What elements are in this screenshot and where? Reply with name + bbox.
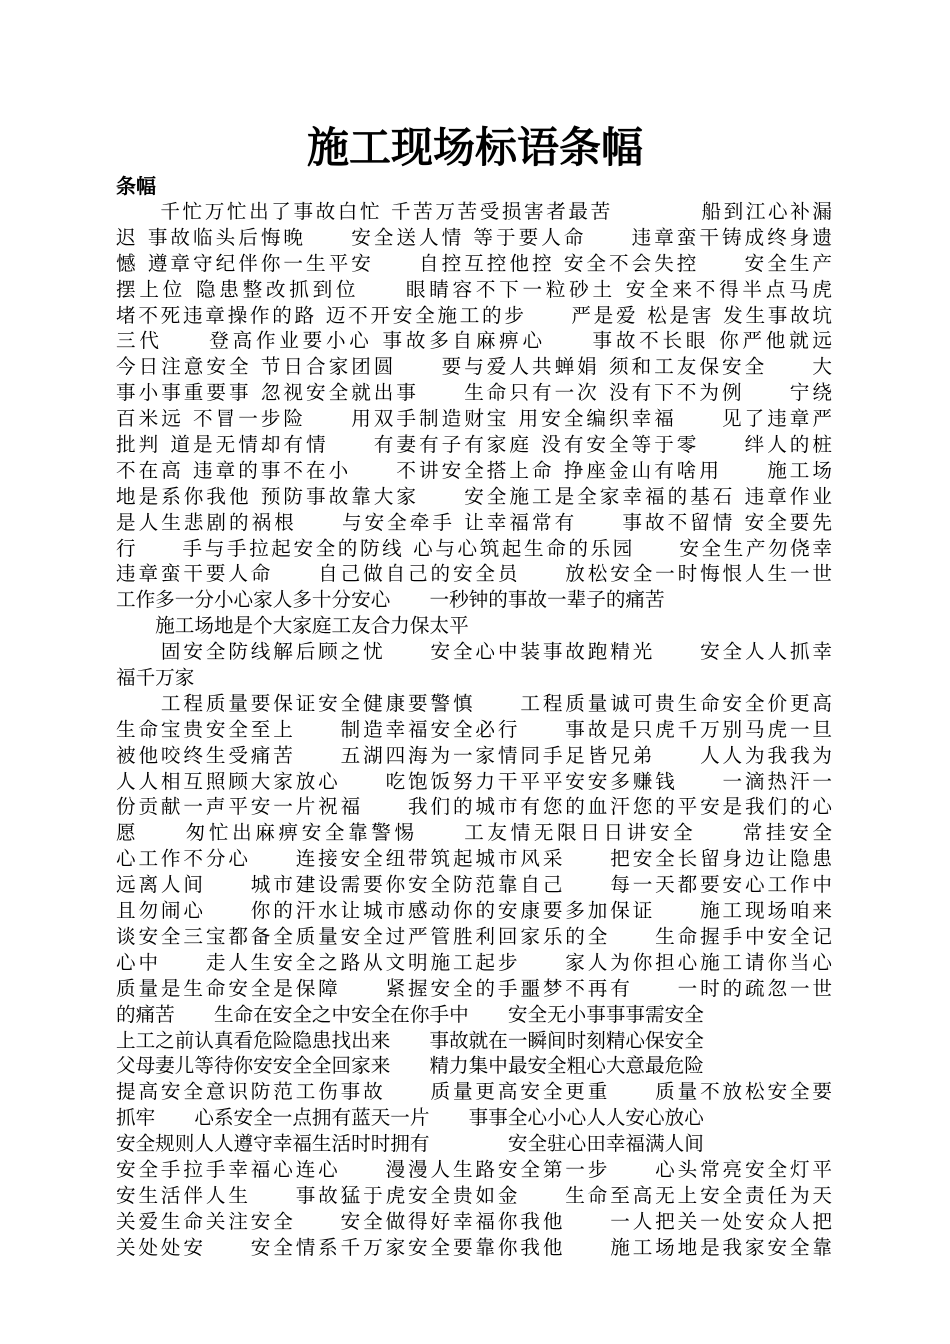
text-line: 今日注意安全 节日合家团圆 要与爱人共蝉娟 须和工友保安全 大 — [116, 355, 832, 379]
text-line: 份贡献一声平安一片祝福 我们的城市有您的血汗您的平安是我们的心 — [116, 795, 832, 819]
text-line: 安全规则人人遵守幸福生活时时拥有 安全驻心田幸福满人间 — [116, 1132, 704, 1156]
slogan-body-text — [116, 199, 832, 1261]
text-line: 愿 匆忙出麻痹安全靠警惕 工友情无限日日讲安全 常挂安全 — [116, 821, 832, 845]
text-line: 违章蛮干要人命 自己做自己的安全员 放松安全一时悔恨人生一世 — [116, 562, 832, 586]
text-line: 固安全防线解后顾之忧 安全心中装事故跑精光 安全人人抓幸 — [116, 640, 832, 664]
text-line: 安全手拉手幸福心连心 漫漫人生路安全第一步 心头常亮安全灯平 — [116, 1157, 832, 1181]
text-line: 行 手与手拉起安全的防线 心与心筑起生命的乐园 安全生产勿侥幸 — [116, 536, 832, 560]
text-line: 抓牢 心系安全一点拥有蓝天一片 事事全心小心人人安心放心 — [116, 1106, 704, 1130]
text-line: 福千万家 — [116, 666, 195, 690]
text-line: 上工之前认真看危险隐患找出来 事故就在一瞬间时刻精心保安全 — [116, 1028, 704, 1052]
text-line: 提高安全意识防范工伤事故 质量更高安全更重 质量不放松安全要 — [116, 1080, 832, 1104]
text-line: 人人相互照顾大家放心 吃饱饭努力干平平安安多赚钱 一滴热汗一 — [116, 769, 832, 793]
text-line: 迟 事故临头后悔晚 安全送人情 等于要人命 违章蛮干铸成终身遗 — [116, 225, 832, 249]
text-line: 不在高 违章的事不在小 不讲安全搭上命 挣座金山有啥用 施工场 — [116, 458, 832, 482]
text-line: 憾 遵章守纪伴你一生平安 自控互控他控 安全不会失控 安全生产 — [116, 251, 832, 275]
text-line: 事小事重要事 忽视安全就出事 生命只有一次 没有下不为例 宁绕 — [116, 381, 832, 405]
section-heading: 条幅 — [116, 174, 156, 198]
page-title: 施工现场标语条幅 — [306, 123, 643, 172]
text-line: 生命宝贵安全至上 制造幸福安全必行 事故是只虎千万别马虎一旦 — [116, 717, 832, 741]
text-line: 批判 道是无情却有情 有妻有子有家庭 没有安全等于零 绊人的桩 — [116, 433, 832, 457]
text-line: 地是系你我他 预防事故靠大家 安全施工是全家幸福的基石 违章作业 — [116, 484, 832, 508]
text-line: 千忙万忙出了事故白忙 千苦万苦受损害者最苦 船到江心补漏 — [116, 200, 832, 223]
text-line: 关处处安 安全情系千万家安全要靠你我他 施工场地是我家安全靠 — [116, 1235, 832, 1259]
text-line: 被他咬终生受痛苦 五湖四海为一家情同手足皆兄弟 人人为我我为 — [116, 743, 832, 767]
text-line: 堵不死违章操作的路 迈不开安全施工的步 严是爱 松是害 发生事故坑 — [116, 303, 832, 327]
text-line: 施工场地是个大家庭工友合力保太平 — [116, 614, 469, 638]
text-line: 心中 走人生安全之路从文明施工起步 家人为你担心施工请你当心 — [116, 950, 832, 974]
text-line: 谈安全三宝都备全质量安全过严管胜利回家乐的全 生命握手中安全记 — [116, 924, 832, 948]
text-line: 且勿闹心 你的汗水让城市感动你的安康要多加保证 施工现场咱来 — [116, 899, 832, 923]
text-line: 百米远 不冒一步险 用双手制造财宝 用安全编织幸福 见了违章严 — [116, 407, 832, 431]
text-line: 远离人间 城市建设需要你安全防范靠自己 每一天都要安心工作中 — [116, 873, 832, 897]
text-line: 三代 登高作业要小心 事故多自麻痹心 事故不长眼 你严他就远 — [116, 329, 832, 353]
text-line: 的痛苦 生命在安全之中安全在你手中 安全无小事事事需安全 — [116, 1002, 704, 1026]
text-line: 心工作不分心 连接安全纽带筑起城市风采 把安全长留身边让隐患 — [116, 847, 832, 871]
text-line: 关爱生命关注安全 安全做得好幸福你我他 一人把关一处安众人把 — [116, 1209, 832, 1233]
text-line: 是人生悲剧的祸根 与安全牵手 让幸福常有 事故不留情 安全要先 — [116, 510, 832, 534]
text-line: 工程质量要保证安全健康要警慎 工程质量诚可贵生命安全价更高 — [116, 691, 832, 715]
text-line: 安生活伴人生 事故猛于虎安全贵如金 生命至高无上安全责任为天 — [116, 1183, 832, 1207]
text-line: 摆上位 隐患整改抓到位 眼睛容不下一粒砂土 安全来不得半点马虎 — [116, 277, 832, 301]
text-line: 工作多一分小心家人多十分安心 一秒钟的事故一辈子的痛苦 — [116, 588, 665, 612]
text-line: 父母妻儿等待你安安全全回家来 精力集中最安全粗心大意最危险 — [116, 1054, 704, 1078]
text-line: 质量是生命安全是保障 紧握安全的手噩梦不再有 一时的疏忽一世 — [116, 976, 832, 1000]
